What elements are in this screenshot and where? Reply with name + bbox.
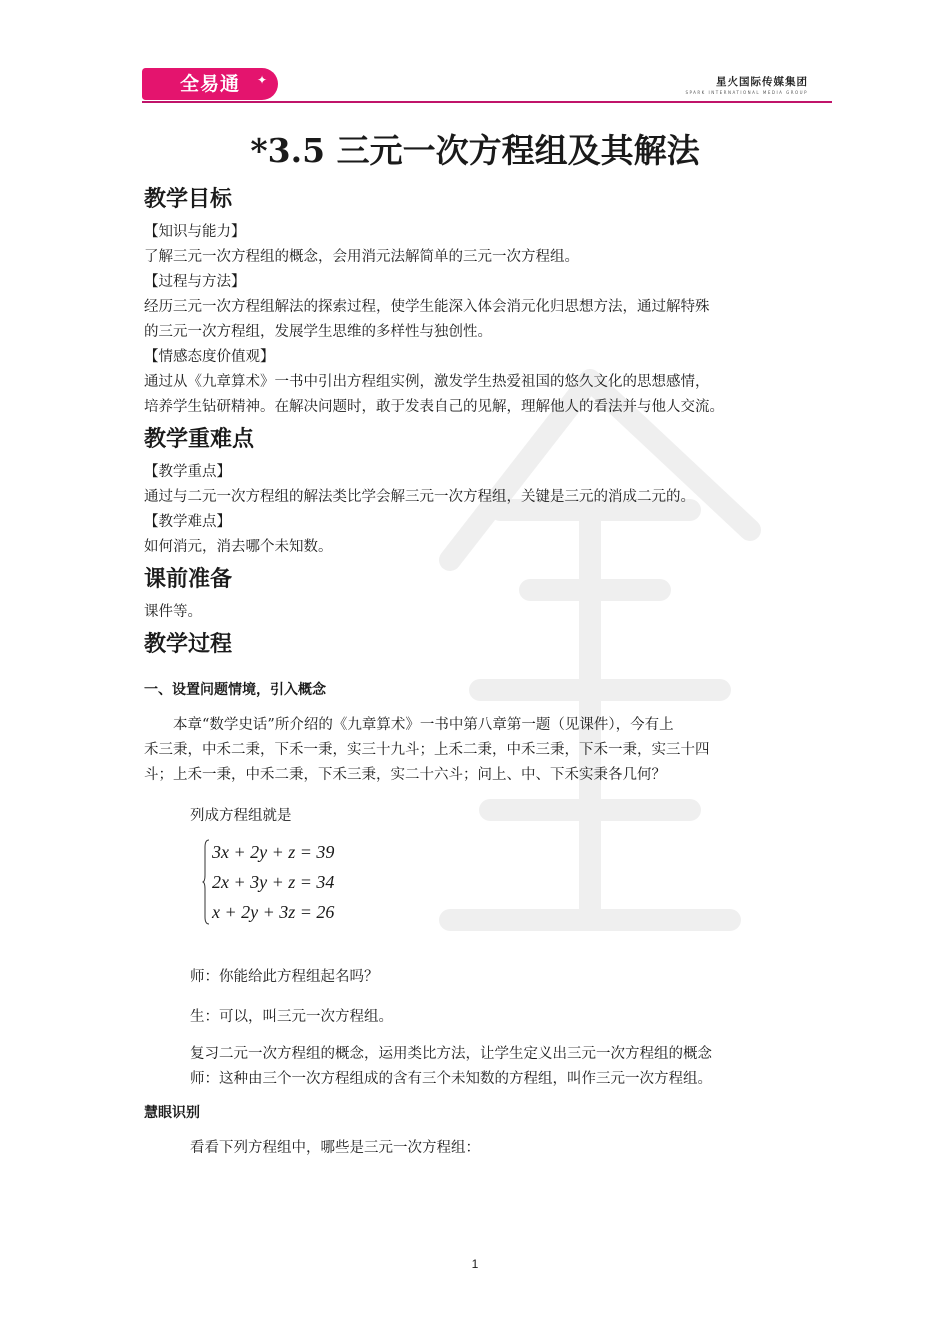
text-review-line2: 师：这种由三个一次方程组成的含有三个未知数的方程组，叫作三元一次方程组。 [190,1071,712,1087]
text-review-line1: 复习二元一次方程组的概念，运用类比方法，让学生定义出三元一次方程组的概念 [190,1046,712,1062]
text-student-answer: 生：可以，叫三元一次方程组。 [190,1009,393,1025]
publisher-brand [685,74,808,95]
para-problem-line1: 本章“数学史话”所介绍的《九章算术》一书中第八章第一题（见课件），今有上 [173,717,674,733]
text-emotion-line2: 培养学生钻研精神。在解决问题时，敢于发表自己的见解，理解他人的看法并与他人交流。 [144,399,724,415]
publisher-name-en: SPARK INTERNATIONAL MEDIA GROUP [685,90,808,95]
text-emotion-line1: 通过从《九章算术》一书中引出方程组实例，激发学生热爱祖国的悠久文化的思想感情， [144,374,710,390]
label-difficulty: 【教学难点】 [144,514,231,530]
text-insight: 看看下列方程组中，哪些是三元一次方程组： [190,1140,480,1156]
label-method: 【过程与方法】 [144,274,246,290]
section-heading-key-points: 教学重难点 [144,427,255,452]
text-difficulty: 如何消元，消去哪个未知数。 [144,539,333,555]
page-number: 1 [471,1257,479,1271]
label-emotion: 【情感态度价值观】 [144,349,275,365]
header-divider [142,101,832,103]
label-focus: 【教学重点】 [144,464,231,480]
para-problem-line2: 禾三秉，中禾二秉，下禾一秉，实三十九斗；上禾二秉，中禾三秉，下禾一秉，实三十四 [144,742,710,758]
document-title: *3.5 三元一次方程组及其解法 [250,131,700,170]
text-method-line2: 的三元一次方程组，发展学生思维的多样性与独创性。 [144,324,492,340]
section-heading-goals: 教学目标 [144,187,233,212]
step-heading-1: 一、设置问题情境，引入概念 [144,682,326,698]
equation-1: 3x + 2y + z = 39 [212,842,335,862]
brace-icon [202,839,210,925]
brand-logo [142,68,278,100]
equation-2: 2x + 3y + z = 34 [212,872,335,892]
equation-3: x + 2y + 3z = 26 [212,902,335,922]
publisher-name-cn: 星火国际传媒集团 [716,76,808,88]
section-heading-preparation: 课前准备 [144,567,233,592]
text-focus: 通过与二元一次方程组的解法类比学会解三元一次方程组，关键是三元的消成二元的。 [144,489,695,505]
text-preparation: 课件等。 [144,604,202,620]
equation-system [202,837,352,933]
para-problem-line3: 斗；上禾一秉，中禾二秉，下禾三秉，实二十六斗；问上、中、下禾实秉各几何？ [144,767,666,783]
sparkle-icon: ✦ [256,73,268,87]
text-teacher-question: 师：你能给此方程组起名吗？ [190,969,379,985]
text-method-line1: 经历三元一次方程组解法的探索过程，使学生能深入体会消元化归思想方法，通过解特殊 [144,299,710,315]
text-list-equations: 列成方程组就是 [190,808,292,824]
heading-insight: 慧眼识别 [144,1105,200,1121]
text-knowledge: 了解三元一次方程组的概念，会用消元法解简单的三元一次方程组。 [144,249,579,265]
section-heading-process: 教学过程 [144,632,233,657]
logo-text: 全易通 [179,73,240,95]
document-content [144,126,806,1161]
label-knowledge: 【知识与能力】 [144,224,246,240]
